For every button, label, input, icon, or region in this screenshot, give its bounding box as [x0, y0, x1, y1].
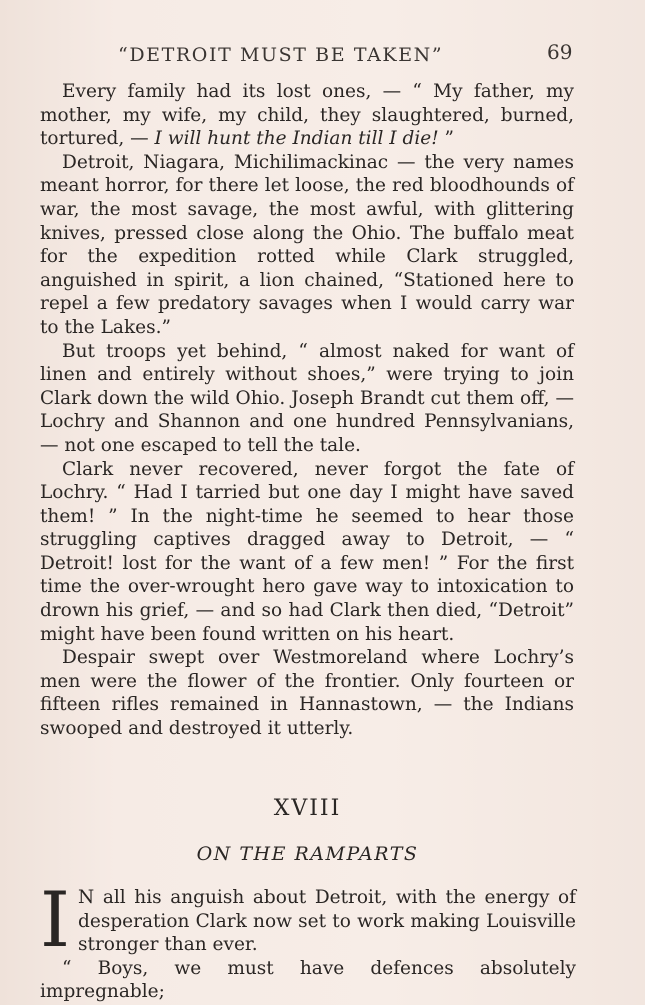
chapter-number: XVIII	[273, 796, 342, 821]
paragraph-text: Every family had its lost ones, — “ My father, my mother, my wife, my child, they slaughtered, burned, tortured, —	[40, 81, 574, 150]
body-text	[40, 80, 574, 741]
paragraph: But troops yet behind, “ almost naked for want of linen and entirely without shoes,” were trying to join Clark down the wild Ohio. Joseph Brandt cut them off, — Lochry and Shannon and one hundred Pennsylvanians, — not one escaped to tell the tale.	[40, 340, 574, 456]
paragraph: Detroit, Niagara, Michilimackinac — the very names meant horror, for there let loose, the red bloodhounds of war, the most savage, the most awful, with glittering knives, pressed close along the Ohio. The buffalo meat for the expedition rotted while Clark struggled, anguished in spirit, a lion chained, “Stationed here to repel a few predatory savages when I would carry war to the Lakes.”	[40, 151, 574, 338]
paragraph-text: ”	[438, 128, 454, 150]
paragraph: Despair swept over Westmoreland where Lochry’s men were the flower of the frontier. Only fourteen or fifteen rifles remained in Hannastown, — the Indians swooped and destroyed it utterly.	[40, 647, 574, 740]
paragraph: N all his anguish about Detroit, with the energy of desperation Clark now set to work making Louisville stronger than ever.	[78, 887, 576, 956]
chapter-body	[40, 875, 576, 1004]
page-number: 69	[547, 40, 573, 64]
drop-cap: I	[40, 875, 71, 964]
chapter-title: ON THE RAMPARTS	[196, 843, 419, 865]
running-head: “DETROIT MUST BE TAKEN”	[118, 44, 444, 66]
paragraph: Clark never recovered, never forgot the fate of Lochry. “ Had I tarried but one day I might have saved them! ” In the night-time he seemed to hear those struggling captives dragged away to Detroit, — “ Detroit! lost for the want of a few men! ” For the first time the over-wrought hero gave way to intoxication to drown his grief, — and so had Clark then died, “Detroit” might have been found written on his heart.	[40, 458, 574, 645]
italic-quote: I will hunt the Indian till I die!	[154, 128, 439, 150]
paragraph	[40, 80, 574, 151]
paragraph: “ Boys, we must have defences absolutely impregnable;	[40, 957, 576, 1003]
